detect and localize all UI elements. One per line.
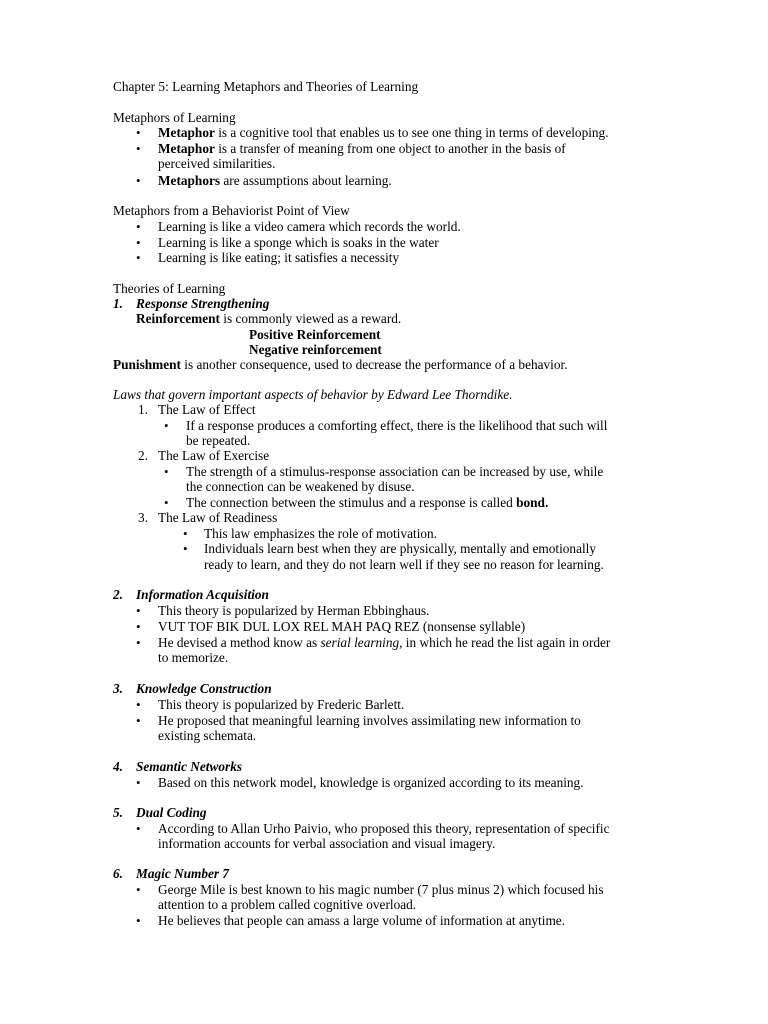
metaphors-heading: Metaphors of Learning [113, 110, 236, 125]
bullet-icon: • [136, 141, 141, 156]
theory-2-item-2: VUT TOF BIK DUL LOX REL MAH PAQ REZ (nonsense syllable) [158, 619, 526, 634]
theory-2-item-1: This theory is popularized by Herman Ebbinghaus. [158, 603, 430, 618]
serial-learning-term: serial learning, [320, 635, 403, 650]
law-3-item-2-cont: ready to learn, and they do not learn well if they see no reason for learning. [204, 557, 604, 572]
theory-3-item-2-cont: existing schemata. [158, 728, 257, 743]
bullet-icon: • [136, 635, 141, 650]
bond-term: bond. [516, 495, 549, 510]
metaphor-term: Metaphors [158, 173, 221, 188]
punishment-term: Punishment [113, 357, 181, 372]
law-1-item-1: If a response produces a comforting effect, there is the likelihood that such will [186, 418, 608, 433]
bullet-icon: • [136, 775, 141, 790]
behaviorist-heading: Metaphors from a Behaviorist Point of View [113, 203, 350, 218]
theory-2-item-3 [158, 635, 610, 651]
theory-2-item-3-pre: He devised a method know as [158, 635, 321, 650]
theory-5-item-1-cont: information accounts for verbal association and visual imagery. [158, 836, 496, 851]
law-3-name: The Law of Readiness [158, 510, 278, 525]
law-1-name: The Law of Effect [158, 402, 256, 417]
reinforcement-text: is commonly viewed as a reward. [219, 311, 402, 326]
metaphor-item-3 [158, 173, 392, 189]
metaphor-text: is a cognitive tool that enables us to see one thing in terms of developing. [214, 125, 609, 140]
law-3-item-2: Individuals learn best when they are physically, mentally and emotionally [204, 541, 597, 556]
behaviorist-item-2: Learning is like a sponge which is soaks in the water [158, 235, 439, 250]
theory-4-item-1: Based on this network model, knowledge is organized according to its meaning. [158, 775, 584, 790]
metaphor-item-2-cont: perceived similarities. [158, 156, 276, 171]
chapter-title: Chapter 5: Learning Metaphors and Theories of Learning [113, 79, 419, 94]
bullet-icon: • [164, 418, 169, 433]
theory-1-number: 1. [113, 296, 123, 311]
law-2-item-2-text: The connection between the stimulus and a response is called [186, 495, 517, 510]
positive-reinforcement: Positive Reinforcement [249, 327, 381, 342]
law-2-number: 2. [138, 448, 148, 463]
theory-6-item-1: George Mile is best known to his magic number (7 plus minus 2) which focused his [158, 882, 604, 897]
theory-3-number: 3. [113, 681, 123, 696]
theory-4-number: 4. [113, 759, 123, 774]
metaphor-term: Metaphor [158, 125, 215, 140]
theory-3-title: Knowledge Construction [136, 681, 272, 696]
bullet-icon: • [136, 250, 141, 265]
theories-heading: Theories of Learning [113, 281, 226, 296]
bullet-icon: • [136, 619, 141, 634]
metaphor-item-2 [158, 141, 566, 157]
punishment-text: is another consequence, used to decrease the performance of a behavior. [180, 357, 568, 372]
bullet-icon: • [136, 697, 141, 712]
theory-5-item-1: According to Allan Urho Paivio, who proposed this theory, representation of specific [158, 821, 610, 836]
metaphor-item-1 [158, 125, 609, 141]
theory-6-item-1-cont: attention to a problem called cognitive overload. [158, 897, 417, 912]
bullet-icon: • [136, 235, 141, 250]
behaviorist-item-1: Learning is like a video camera which records the world. [158, 219, 461, 234]
theory-6-number: 6. [113, 866, 123, 881]
law-3-item-1: This law emphasizes the role of motivation. [204, 526, 438, 541]
theory-2-number: 2. [113, 587, 123, 602]
theory-2-item-3-cont: to memorize. [158, 650, 229, 665]
bullet-icon: • [183, 526, 188, 541]
bullet-icon: • [136, 821, 141, 836]
behaviorist-item-3: Learning is like eating; it satisfies a necessity [158, 250, 400, 265]
theory-3-item-2: He proposed that meaningful learning involves assimilating new information to [158, 713, 581, 728]
bullet-icon: • [183, 541, 188, 556]
law-2-item-1-cont: the connection can be weakened by disuse. [186, 479, 415, 494]
bullet-icon: • [136, 125, 141, 140]
law-2-item-1: The strength of a stimulus-response association can be increased by use, while [186, 464, 604, 479]
theory-4-title: Semantic Networks [136, 759, 243, 774]
theory-5-title: Dual Coding [136, 805, 207, 820]
bullet-icon: • [136, 219, 141, 234]
theory-6-item-2: He believes that people can amass a large volume of information at anytime. [158, 913, 566, 928]
theory-2-title: Information Acquisition [136, 587, 269, 602]
bullet-icon: • [164, 464, 169, 479]
metaphor-term: Metaphor [158, 141, 215, 156]
bullet-icon: • [136, 603, 141, 618]
bullet-icon: • [164, 495, 169, 510]
bullet-icon: • [136, 713, 141, 728]
metaphor-text: is a transfer of meaning from one object to another in the basis of [214, 141, 566, 156]
law-2-item-2 [186, 495, 548, 511]
law-1-number: 1. [138, 402, 148, 417]
theory-2-item-3-post: in which he read the list again in order [402, 635, 611, 650]
law-1-item-1-cont: be repeated. [186, 433, 251, 448]
theory-1-title: Response Strengthening [136, 296, 270, 311]
bullet-icon: • [136, 913, 141, 928]
theory-5-number: 5. [113, 805, 123, 820]
bullet-icon: • [136, 173, 141, 188]
theory-6-title: Magic Number 7 [136, 866, 230, 881]
metaphor-text: are assumptions about learning. [220, 173, 392, 188]
reinforcement-line [136, 311, 401, 327]
law-2-name: The Law of Exercise [158, 448, 270, 463]
negative-reinforcement: Negative reinforcement [249, 342, 382, 357]
theory-3-item-1: This theory is popularized by Frederic Barlett. [158, 697, 405, 712]
law-3-number: 3. [138, 510, 148, 525]
punishment-line [113, 357, 568, 373]
bullet-icon: • [136, 882, 141, 897]
thorndike-laws-intro: Laws that govern important aspects of behavior by Edward Lee Thorndike. [113, 387, 513, 402]
reinforcement-term: Reinforcement [136, 311, 220, 326]
